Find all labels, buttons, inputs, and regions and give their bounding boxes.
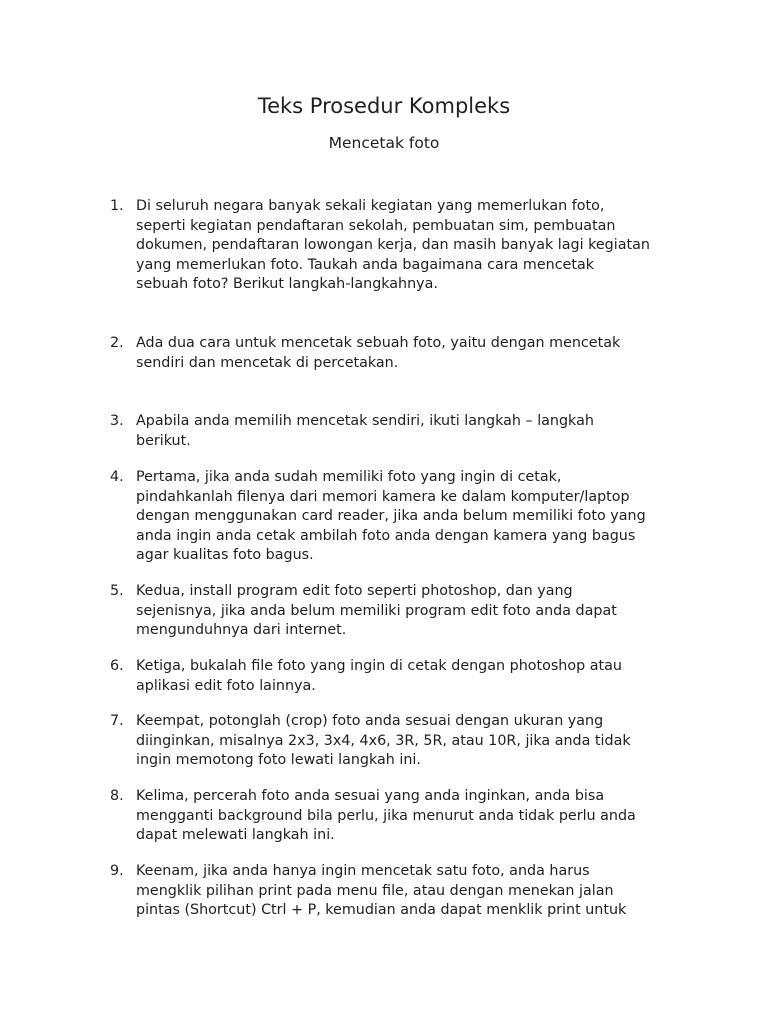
list-item	[110, 582, 690, 641]
document-subtitle: Mencetak foto	[328, 134, 440, 152]
list-item-number: 5.	[110, 583, 124, 599]
list-item-number: 1.	[110, 198, 124, 214]
list-item	[110, 657, 690, 696]
list-item	[110, 412, 690, 451]
list-item-text: Keempat, potonglah (crop) foto anda sesuai dengan ukuran yang diinginkan, misalnya 2x3, 3x4, 4x6, 3R, 5R, atau 10R, jika anda tidak ingin memotong foto lewati langkah ini.	[136, 713, 631, 768]
list-item	[110, 197, 690, 295]
list-item-number: 3.	[110, 413, 124, 429]
list-item-number: 7.	[110, 713, 124, 729]
list-item	[110, 862, 690, 921]
list-item-text: Apabila anda memilih mencetak sendiri, ikuti langkah – langkah berikut.	[136, 413, 594, 449]
list-item	[110, 787, 690, 846]
list-item-number: 4.	[110, 469, 124, 485]
list-item-number: 6.	[110, 658, 124, 674]
list-item-text: Di seluruh negara banyak sekali kegiatan yang memerlukan foto, seperti kegiatan pendaftaran sekolah, pembuatan sim, pembuatan dokumen, pendaftaran lowongan kerja, dan masih banyak lagi kegiatan yang memerlukan foto. Taukah anda bagaimana cara mencetak sebuah foto? Berikut langkah-langkahnya.	[136, 198, 650, 292]
list-item-text: Keenam, jika anda hanya ingin mencetak satu foto, anda harus mengklik pilihan print pada menu file, atau dengan menekan jalan pintas (Shortcut) Ctrl + P, kemudian anda dapat menklik print untuk	[136, 863, 627, 918]
list-item	[110, 334, 690, 373]
list-item	[110, 712, 690, 771]
list-item-text: Kelima, percerah foto anda sesuai yang anda inginkan, anda bisa mengganti background bila perlu, jika menurut anda tidak perlu anda dapat melewati langkah ini.	[136, 788, 636, 843]
list-item-text: Pertama, jika anda sudah memiliki foto yang ingin di cetak, pindahkanlah filenya dari memori kamera ke dalam komputer/laptop dengan menggunakan card reader, jika anda belum memiliki foto yang anda ingin anda cetak ambilah foto anda dengan kamera yang bagus agar kualitas foto bagus.	[136, 469, 646, 563]
document-title: Teks Prosedur Kompleks	[257, 94, 511, 118]
list-item-text: Kedua, install program edit foto seperti photoshop, dan yang sejenisnya, jika anda belum memiliki program edit foto anda dapat mengunduhnya dari internet.	[136, 583, 617, 638]
list-item	[110, 468, 690, 566]
list-item-number: 9.	[110, 863, 124, 879]
list-item-text: Ketiga, bukalah file foto yang ingin di cetak dengan photoshop atau aplikasi edit foto lainnya.	[136, 658, 622, 694]
list-item-text: Ada dua cara untuk mencetak sebuah foto, yaitu dengan mencetak sendiri dan mencetak di percetakan.	[136, 335, 621, 371]
list-item-number: 8.	[110, 788, 124, 804]
list-item-number: 2.	[110, 335, 124, 351]
